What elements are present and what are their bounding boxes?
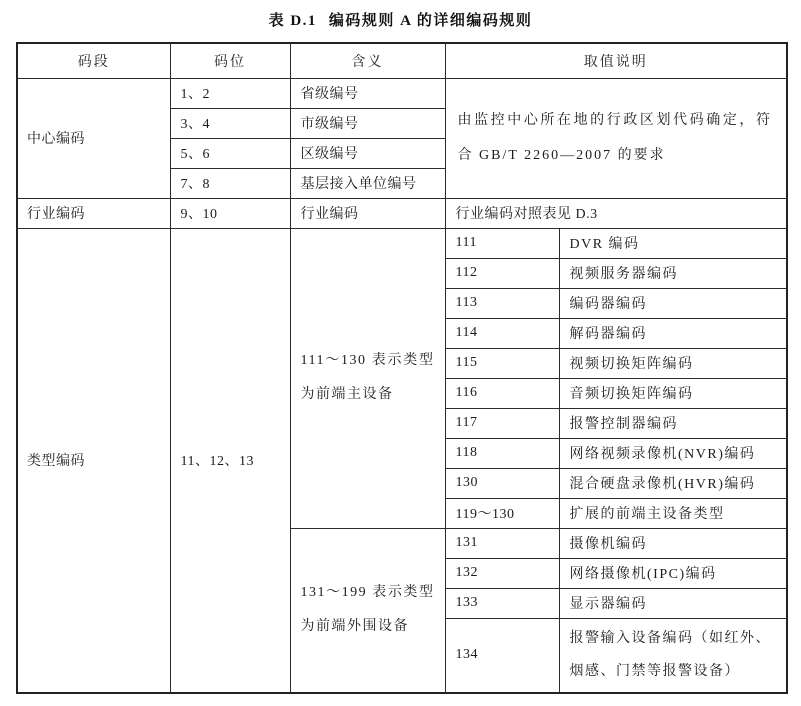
code-position-cell: 9、10 <box>170 198 290 228</box>
device-code-cell: 133 <box>445 588 559 618</box>
industry-coding-note: 行业编码对照表见 D.3 <box>445 198 787 228</box>
device-code-cell: 116 <box>445 378 559 408</box>
device-code-cell: 111 <box>445 228 559 258</box>
device-code-cell: 113 <box>445 288 559 318</box>
table-caption-number: 表 D.1 <box>268 13 317 29</box>
device-code-cell: 112 <box>445 258 559 288</box>
device-code-cell: 118 <box>445 438 559 468</box>
segment-label-type: 类型编码 <box>17 228 170 693</box>
table-row <box>17 78 787 108</box>
meaning-cell: 基层接入单位编号 <box>290 168 445 198</box>
meaning-cell: 区级编号 <box>290 138 445 168</box>
device-desc-cell: 报警控制器编码 <box>559 408 787 438</box>
segment-label-industry: 行业编码 <box>17 198 170 228</box>
table-caption <box>0 0 801 30</box>
device-desc-cell: 网络摄像机(IPC)编码 <box>559 558 787 588</box>
device-desc-cell: 编码器编码 <box>559 288 787 318</box>
device-desc-cell: 摄像机编码 <box>559 528 787 558</box>
device-code-cell: 114 <box>445 318 559 348</box>
device-desc-cell: 混合硬盘录像机(HVR)编码 <box>559 468 787 498</box>
peripheral-device-range-meaning: 131～199 表示类型为前端外围设备 <box>290 528 445 693</box>
device-desc-cell: 显示器编码 <box>559 588 787 618</box>
device-code-cell: 132 <box>445 558 559 588</box>
device-desc-cell: 报警输入设备编码（如红外、烟感、门禁等报警设备） <box>559 618 787 693</box>
device-code-cell: 119～130 <box>445 498 559 528</box>
segment-label-center: 中心编码 <box>17 78 170 198</box>
meaning-cell: 行业编码 <box>290 198 445 228</box>
code-position-cell: 11、12、13 <box>170 228 290 693</box>
device-desc-cell: 音频切换矩阵编码 <box>559 378 787 408</box>
code-position-cell: 1、2 <box>170 78 290 108</box>
meaning-cell: 省级编号 <box>290 78 445 108</box>
center-coding-note: 由监控中心所在地的行政区划代码确定，符合 GB/T 2260—2007 的要求 <box>445 78 787 198</box>
device-desc-cell: 视频切换矩阵编码 <box>559 348 787 378</box>
main-device-range-meaning: 111～130 表示类型为前端主设备 <box>290 228 445 528</box>
device-desc-cell: DVR 编码 <box>559 228 787 258</box>
device-desc-cell: 网络视频录像机(NVR)编码 <box>559 438 787 468</box>
table-row <box>17 198 787 228</box>
header-meaning: 含义 <box>290 43 445 78</box>
header-code-segment: 码段 <box>17 43 170 78</box>
meaning-cell: 市级编号 <box>290 108 445 138</box>
device-desc-cell: 解码器编码 <box>559 318 787 348</box>
header-value-description: 取值说明 <box>445 43 787 78</box>
code-position-cell: 7、8 <box>170 168 290 198</box>
device-code-cell: 115 <box>445 348 559 378</box>
table-row <box>17 228 787 258</box>
header-code-position: 码位 <box>170 43 290 78</box>
device-code-cell: 117 <box>445 408 559 438</box>
code-position-cell: 5、6 <box>170 138 290 168</box>
code-position-cell: 3、4 <box>170 108 290 138</box>
device-code-cell: 130 <box>445 468 559 498</box>
coding-rules-table <box>16 42 788 694</box>
device-code-cell: 134 <box>445 618 559 693</box>
header-row <box>17 43 787 78</box>
device-code-cell: 131 <box>445 528 559 558</box>
device-desc-cell: 视频服务器编码 <box>559 258 787 288</box>
table-caption-title: 编码规则 A 的详细编码规则 <box>328 13 533 29</box>
device-desc-cell: 扩展的前端主设备类型 <box>559 498 787 528</box>
